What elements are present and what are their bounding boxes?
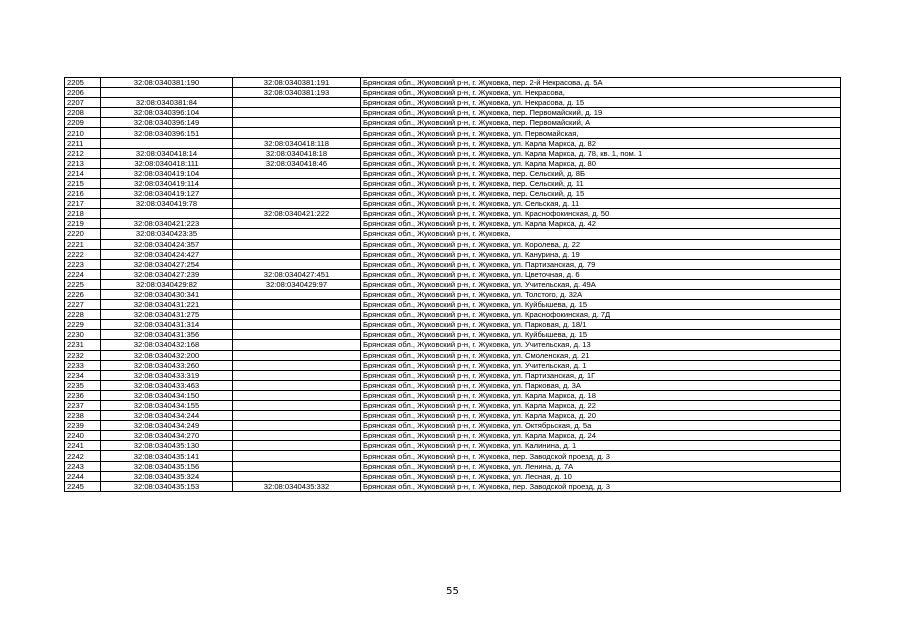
table-row	[65, 340, 841, 350]
row-number-cell: 2208	[65, 108, 101, 118]
building-cadastral-number-cell	[233, 340, 361, 350]
address-cell: Брянская обл., Жуковский р-н, г. Жуковка, ул. Карла Маркса, д. 24	[361, 431, 841, 441]
building-cadastral-number-cell: 32:08:0340381:193	[233, 88, 361, 98]
building-cadastral-number-cell	[233, 431, 361, 441]
building-cadastral-number-cell	[233, 411, 361, 421]
address-cell: Брянская обл., Жуковский р-н, г. Жуковка, ул. Королева, д. 22	[361, 239, 841, 249]
table-row	[65, 209, 841, 219]
address-cell: Брянская обл., Жуковский р-н, г. Жуковка, ул. Ленина, д. 7А	[361, 461, 841, 471]
row-number-cell: 2223	[65, 259, 101, 269]
address-cell: Брянская обл., Жуковский р-н, г. Жуковка, ул. Учительская, д. 13	[361, 340, 841, 350]
row-number-cell: 2238	[65, 411, 101, 421]
address-cell: Брянская обл., Жуковский р-н, г. Жуковка, ул. Карла Маркса, д. 80	[361, 158, 841, 168]
building-cadastral-number-cell	[233, 330, 361, 340]
row-number-cell: 2229	[65, 320, 101, 330]
building-cadastral-number-cell	[233, 471, 361, 481]
building-cadastral-number-cell	[233, 350, 361, 360]
address-cell: Брянская обл., Жуковский р-н, г. Жуковка, пер. Сельский, д. 11	[361, 178, 841, 188]
address-cell: Брянская обл., Жуковский р-н, г. Жуковка, ул. Калинина, д. 1	[361, 441, 841, 451]
building-cadastral-number-cell: 32:08:0340421:222	[233, 209, 361, 219]
address-cell: Брянская обл., Жуковский р-н, г. Жуковка, ул. Смоленская, д. 21	[361, 350, 841, 360]
cadastral-number-cell: 32:08:0340432:168	[101, 340, 233, 350]
table-row	[65, 441, 841, 451]
registry-table-body	[65, 78, 841, 492]
building-cadastral-number-cell	[233, 441, 361, 451]
table-row	[65, 259, 841, 269]
building-cadastral-number-cell	[233, 249, 361, 259]
building-cadastral-number-cell	[233, 421, 361, 431]
building-cadastral-number-cell	[233, 289, 361, 299]
table-row	[65, 108, 841, 118]
address-cell: Брянская обл., Жуковский р-н, г. Жуковка, пер. Заводской проезд, д. 3	[361, 451, 841, 461]
row-number-cell: 2243	[65, 461, 101, 471]
page-number: 55	[446, 586, 459, 597]
address-cell: Брянская обл., Жуковский р-н, г. Жуковка, ул. Октябрьская, д. 5а	[361, 421, 841, 431]
table-row	[65, 128, 841, 138]
cadastral-number-cell: 32:08:0340381:84	[101, 98, 233, 108]
cadastral-number-cell: 32:08:0340396:104	[101, 108, 233, 118]
table-row	[65, 269, 841, 279]
building-cadastral-number-cell	[233, 108, 361, 118]
row-number-cell: 2236	[65, 390, 101, 400]
address-cell: Брянская обл., Жуковский р-н, г. Жуковка, ул. Некрасова, д. 15	[361, 98, 841, 108]
cadastral-number-cell: 32:08:0340434:150	[101, 390, 233, 400]
building-cadastral-number-cell	[233, 189, 361, 199]
building-cadastral-number-cell	[233, 98, 361, 108]
address-cell: Брянская обл., Жуковский р-н, г. Жуковка, ул. Куйбышева, д. 15	[361, 300, 841, 310]
row-number-cell: 2221	[65, 239, 101, 249]
registry-table	[64, 77, 841, 492]
row-number-cell: 2232	[65, 350, 101, 360]
row-number-cell: 2234	[65, 370, 101, 380]
cadastral-number-cell: 32:08:0340381:190	[101, 78, 233, 88]
cadastral-number-cell: 32:08:0340433:319	[101, 370, 233, 380]
table-row	[65, 199, 841, 209]
building-cadastral-number-cell: 32:08:0340418:18	[233, 148, 361, 158]
cadastral-number-cell: 32:08:0340435:153	[101, 481, 233, 491]
building-cadastral-number-cell	[233, 219, 361, 229]
address-cell: Брянская обл., Жуковский р-н, г. Жуковка, ул. Лесная, д. 10	[361, 471, 841, 481]
building-cadastral-number-cell: 32:08:0340418:46	[233, 158, 361, 168]
table-row	[65, 461, 841, 471]
table-row	[65, 401, 841, 411]
building-cadastral-number-cell	[233, 168, 361, 178]
row-number-cell: 2230	[65, 330, 101, 340]
table-row	[65, 239, 841, 249]
building-cadastral-number-cell	[233, 360, 361, 370]
table-row	[65, 300, 841, 310]
building-cadastral-number-cell: 32:08:0340435:332	[233, 481, 361, 491]
table-row	[65, 411, 841, 421]
cadastral-number-cell: 32:08:0340419:114	[101, 178, 233, 188]
row-number-cell: 2242	[65, 451, 101, 461]
table-row	[65, 471, 841, 481]
cadastral-number-cell: 32:08:0340419:104	[101, 168, 233, 178]
row-number-cell: 2235	[65, 380, 101, 390]
row-number-cell: 2231	[65, 340, 101, 350]
address-cell: Брянская обл., Жуковский р-н, г. Жуковка, ул. Сельская, д. 11	[361, 199, 841, 209]
building-cadastral-number-cell	[233, 461, 361, 471]
table-row	[65, 219, 841, 229]
row-number-cell: 2217	[65, 199, 101, 209]
table-row	[65, 289, 841, 299]
address-cell: Брянская обл., Жуковский р-н, г. Жуковка, ул. Карла Маркса, д. 20	[361, 411, 841, 421]
cadastral-number-cell: 32:08:0340427:254	[101, 259, 233, 269]
building-cadastral-number-cell	[233, 118, 361, 128]
row-number-cell: 2212	[65, 148, 101, 158]
row-number-cell: 2214	[65, 168, 101, 178]
address-cell: Брянская обл., Жуковский р-н, г. Жуковка, ул. Куйбышева, д. 15	[361, 330, 841, 340]
row-number-cell: 2220	[65, 229, 101, 239]
table-row	[65, 148, 841, 158]
cadastral-number-cell: 32:08:0340424:357	[101, 239, 233, 249]
cadastral-number-cell: 32:08:0340431:275	[101, 310, 233, 320]
building-cadastral-number-cell	[233, 401, 361, 411]
building-cadastral-number-cell	[233, 370, 361, 380]
address-cell: Брянская обл., Жуковский р-н, г. Жуковка,	[361, 229, 841, 239]
cadastral-number-cell: 32:08:0340431:221	[101, 300, 233, 310]
cadastral-number-cell: 32:08:0340435:324	[101, 471, 233, 481]
address-cell: Брянская обл., Жуковский р-н, г. Жуковка, ул. Цветочная, д. 6	[361, 269, 841, 279]
building-cadastral-number-cell	[233, 199, 361, 209]
building-cadastral-number-cell	[233, 300, 361, 310]
row-number-cell: 2211	[65, 138, 101, 148]
address-cell: Брянская обл., Жуковский р-н, г. Жуковка, ул. Учительская, д. 1	[361, 360, 841, 370]
address-cell: Брянская обл., Жуковский р-н, г. Жуковка, пер. Заводской проезд, д. 3	[361, 481, 841, 491]
address-cell: Брянская обл., Жуковский р-н, г. Жуковка, ул. Первомайская,	[361, 128, 841, 138]
table-row	[65, 481, 841, 491]
cadastral-number-cell: 32:08:0340434:244	[101, 411, 233, 421]
table-row	[65, 178, 841, 188]
table-row	[65, 88, 841, 98]
table-row	[65, 330, 841, 340]
row-number-cell: 2215	[65, 178, 101, 188]
cadastral-number-cell: 32:08:0340396:149	[101, 118, 233, 128]
cadastral-number-cell: 32:08:0340433:260	[101, 360, 233, 370]
table-row	[65, 78, 841, 88]
building-cadastral-number-cell	[233, 310, 361, 320]
building-cadastral-number-cell	[233, 229, 361, 239]
table-row	[65, 360, 841, 370]
table-row	[65, 168, 841, 178]
row-number-cell: 2210	[65, 128, 101, 138]
cadastral-number-cell: 32:08:0340432:200	[101, 350, 233, 360]
table-row	[65, 451, 841, 461]
cadastral-number-cell: 32:08:0340434:155	[101, 401, 233, 411]
cadastral-number-cell: 32:08:0340423:35	[101, 229, 233, 239]
address-cell: Брянская обл., Жуковский р-н, г. Жуковка, ул. Карла Маркса, д. 18	[361, 390, 841, 400]
row-number-cell: 2239	[65, 421, 101, 431]
building-cadastral-number-cell: 32:08:0340427:451	[233, 269, 361, 279]
address-cell: Брянская обл., Жуковский р-н, г. Жуковка, пер. Сельский, д. 15	[361, 189, 841, 199]
cadastral-number-cell: 32:08:0340418:14	[101, 148, 233, 158]
row-number-cell: 2205	[65, 78, 101, 88]
row-number-cell: 2209	[65, 118, 101, 128]
table-row	[65, 138, 841, 148]
cadastral-number-cell: 32:08:0340435:141	[101, 451, 233, 461]
table-row	[65, 320, 841, 330]
row-number-cell: 2225	[65, 279, 101, 289]
table-row	[65, 98, 841, 108]
cadastral-number-cell	[101, 88, 233, 98]
address-cell: Брянская обл., Жуковский р-н, г. Жуковка, ул. Карла Маркса, д. 42	[361, 219, 841, 229]
address-cell: Брянская обл., Жуковский р-н, г. Жуковка, ул. Краснофокинская, д. 50	[361, 209, 841, 219]
row-number-cell: 2218	[65, 209, 101, 219]
building-cadastral-number-cell	[233, 259, 361, 269]
cadastral-number-cell: 32:08:0340427:239	[101, 269, 233, 279]
cadastral-number-cell: 32:08:0340419:127	[101, 189, 233, 199]
table-row	[65, 350, 841, 360]
table-row	[65, 421, 841, 431]
cadastral-number-cell: 32:08:0340396:151	[101, 128, 233, 138]
building-cadastral-number-cell	[233, 239, 361, 249]
building-cadastral-number-cell: 32:08:0340429:97	[233, 279, 361, 289]
table-row	[65, 189, 841, 199]
table-row	[65, 310, 841, 320]
table-row	[65, 229, 841, 239]
address-cell: Брянская обл., Жуковский р-н, г. Жуковка, пер. Первомайский, А	[361, 118, 841, 128]
row-number-cell: 2245	[65, 481, 101, 491]
table-row	[65, 279, 841, 289]
cadastral-number-cell: 32:08:0340419:78	[101, 199, 233, 209]
row-number-cell: 2207	[65, 98, 101, 108]
row-number-cell: 2241	[65, 441, 101, 451]
row-number-cell: 2216	[65, 189, 101, 199]
table-row	[65, 431, 841, 441]
row-number-cell: 2237	[65, 401, 101, 411]
row-number-cell: 2219	[65, 219, 101, 229]
cadastral-number-cell: 32:08:0340435:156	[101, 461, 233, 471]
row-number-cell: 2226	[65, 289, 101, 299]
address-cell: Брянская обл., Жуковский р-н, г. Жуковка, ул. Карла Маркса, д. 82	[361, 138, 841, 148]
building-cadastral-number-cell	[233, 451, 361, 461]
table-row	[65, 249, 841, 259]
address-cell: Брянская обл., Жуковский р-н, г. Жуковка, ул. Учительская, д. 49А	[361, 279, 841, 289]
building-cadastral-number-cell	[233, 128, 361, 138]
building-cadastral-number-cell	[233, 178, 361, 188]
cadastral-number-cell: 32:08:0340418:111	[101, 158, 233, 168]
address-cell: Брянская обл., Жуковский р-н, г. Жуковка, ул. Некрасова,	[361, 88, 841, 98]
cadastral-number-cell: 32:08:0340434:249	[101, 421, 233, 431]
cadastral-number-cell	[101, 209, 233, 219]
row-number-cell: 2244	[65, 471, 101, 481]
row-number-cell: 2228	[65, 310, 101, 320]
cadastral-number-cell: 32:08:0340431:356	[101, 330, 233, 340]
address-cell: Брянская обл., Жуковский р-н, г. Жуковка, ул. Карла Маркса, д. 22	[361, 401, 841, 411]
row-number-cell: 2227	[65, 300, 101, 310]
address-cell: Брянская обл., Жуковский р-н, г. Жуковка, пер. Сельский, д. 8Б	[361, 168, 841, 178]
address-cell: Брянская обл., Жуковский р-н, г. Жуковка, ул. Парковая, д. 18/1	[361, 320, 841, 330]
cadastral-number-cell: 32:08:0340430:341	[101, 289, 233, 299]
building-cadastral-number-cell: 32:08:0340418:118	[233, 138, 361, 148]
row-number-cell: 2233	[65, 360, 101, 370]
cadastral-number-cell: 32:08:0340421:223	[101, 219, 233, 229]
row-number-cell: 2224	[65, 269, 101, 279]
cadastral-number-cell: 32:08:0340429:82	[101, 279, 233, 289]
address-cell: Брянская обл., Жуковский р-н, г. Жуковка, ул. Партизанская, д. 1Г	[361, 370, 841, 380]
address-cell: Брянская обл., Жуковский р-н, г. Жуковка, ул. Парковая, д. 3А	[361, 380, 841, 390]
table-row	[65, 118, 841, 128]
table-row	[65, 380, 841, 390]
row-number-cell: 2222	[65, 249, 101, 259]
address-cell: Брянская обл., Жуковский р-н, г. Жуковка, ул. Партизанская, д. 79	[361, 259, 841, 269]
row-number-cell: 2206	[65, 88, 101, 98]
cadastral-number-cell	[101, 138, 233, 148]
building-cadastral-number-cell	[233, 320, 361, 330]
cadastral-number-cell: 32:08:0340424:427	[101, 249, 233, 259]
address-cell: Брянская обл., Жуковский р-н, г. Жуковка, ул. Толстого, д. 32А	[361, 289, 841, 299]
cadastral-number-cell: 32:08:0340435:130	[101, 441, 233, 451]
address-cell: Брянская обл., Жуковский р-н, г. Жуковка, пер. Первомайский, д. 19	[361, 108, 841, 118]
row-number-cell: 2240	[65, 431, 101, 441]
row-number-cell: 2213	[65, 158, 101, 168]
building-cadastral-number-cell	[233, 390, 361, 400]
address-cell: Брянская обл., Жуковский р-н, г. Жуковка, ул. Карла Маркса, д. 78, кв. 1, пом. 1	[361, 148, 841, 158]
cadastral-number-cell: 32:08:0340433:463	[101, 380, 233, 390]
table-row	[65, 370, 841, 380]
address-cell: Брянская обл., Жуковский р-н, г. Жуковка, ул. Канурина, д. 19	[361, 249, 841, 259]
cadastral-number-cell: 32:08:0340434:270	[101, 431, 233, 441]
table-row	[65, 158, 841, 168]
building-cadastral-number-cell	[233, 380, 361, 390]
table-row	[65, 390, 841, 400]
building-cadastral-number-cell: 32:08:0340381:191	[233, 78, 361, 88]
address-cell: Брянская обл., Жуковский р-н, г. Жуковка, ул. Краснофокинская, д. 7Д	[361, 310, 841, 320]
cadastral-number-cell: 32:08:0340431:314	[101, 320, 233, 330]
address-cell: Брянская обл., Жуковский р-н, г. Жуковка, пер. 2-й Некрасова, д. 5А	[361, 78, 841, 88]
